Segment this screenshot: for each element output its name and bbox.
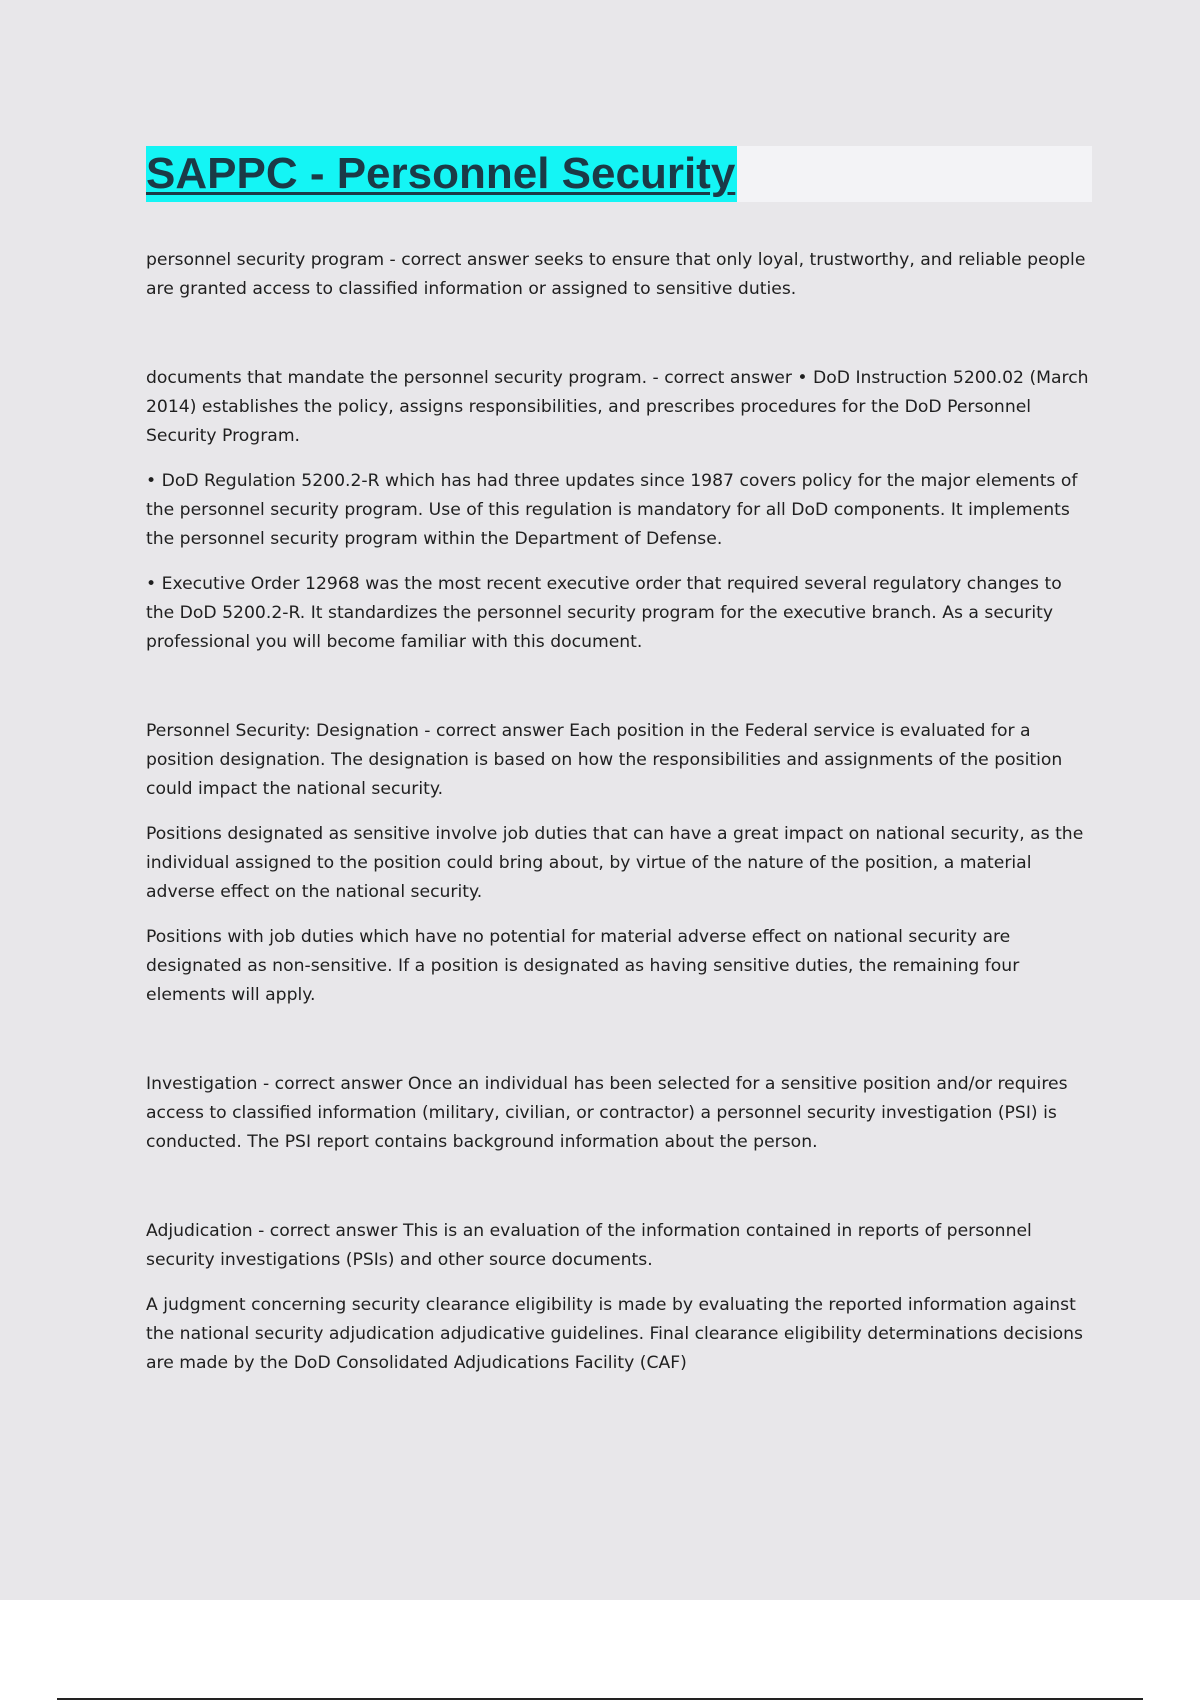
qa-mandating-documents-bullet-2: • DoD Regulation 5200.2-R which has had three updates since 1987 covers policy for the major elements of the personnel security program. Use of this regulation is mandatory for all DoD components. It implements the personnel security program within the Department of Defense. [146, 471, 1078, 549]
qa-adjudication-judgment: A judgment concerning security clearance eligibility is made by evaluating the reported information against the national security adjudication adjudicative guidelines. Final clearance eligibility determinations decisions are made by the DoD Consolidated Adjudications Facility (CAF) [146, 1295, 1083, 1373]
document-body [146, 246, 1092, 1378]
qa-mandating-documents: documents that mandate the personnel security program. - correct answer • DoD Instruction 5200.02 (March 2014) establishes the policy, assigns responsibilities, and prescribes procedures for the DoD Personnel Security Program. [146, 368, 1089, 446]
qa-designation-sensitive: Positions designated as sensitive involve job duties that can have a great impact on national security, as the individual assigned to the position could bring about, by virtue of the nature of the position, a material adverse effect on the national security. [146, 824, 1084, 902]
document-title: SAPPC - Personnel Security [146, 146, 737, 202]
qa-designation: Personnel Security: Designation - correct answer Each position in the Federal service is evaluated for a position designation. The designation is based on how the responsibilities and assignments of the position could impact the national security. [146, 721, 1063, 799]
qa-personnel-security-program: personnel security program - correct answer seeks to ensure that only loyal, trustworthy, and reliable people are granted access to classified information or assigned to sensitive duties. [146, 250, 1086, 299]
qa-adjudication: Adjudication - correct answer This is an evaluation of the information contained in reports of personnel security investigations (PSIs) and other source documents. [146, 1221, 1032, 1270]
qa-mandating-documents-bullet-3: • Executive Order 12968 was the most recent executive order that required several regulatory changes to the DoD 5200.2-R. It standardizes the personnel security program for the executive branch. As a security professional you will become familiar with this document. [146, 574, 1062, 652]
qa-designation-non-sensitive: Positions with job duties which have no potential for material adverse effect on national security are designated as non-sensitive. If a position is designated as having sensitive duties, the remaining four elements will apply. [146, 927, 1020, 1005]
qa-investigation: Investigation - correct answer Once an individual has been selected for a sensitive position and/or requires access to classified information (military, civilian, or contractor) a personnel security investigation (PSI) is conducted. The PSI report contains background information about the person. [146, 1074, 1068, 1152]
